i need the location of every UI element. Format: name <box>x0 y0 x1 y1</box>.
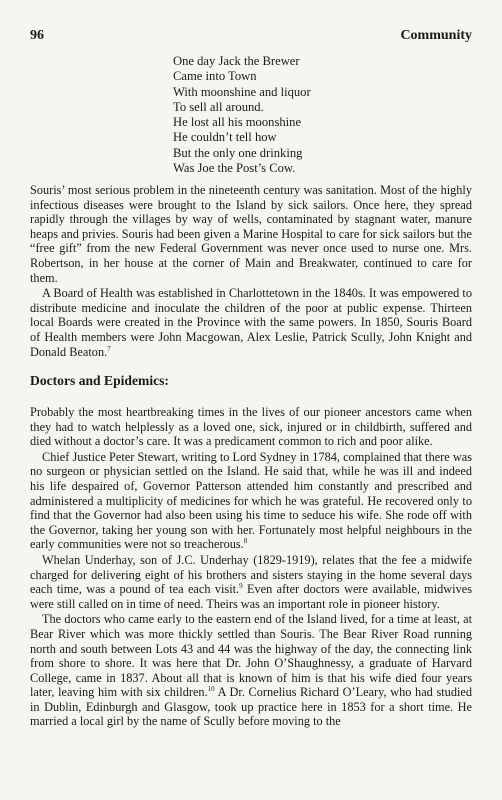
footnote-marker: 9 <box>239 582 243 591</box>
paragraph: A Board of Health was established in Charlottetown in the 1840s. It was empowered to distribute medicine and inoculate the children of the poor at public expense. Thirteen local Boards were created in the Province with the same powers. In 1850, Souris Board of Health members were John Macgowan, Alex Leslie, Patrick Scully, John Knight and Donald Beaton.$^7$ <box>30 286 472 359</box>
paragraph: Probably the most heartbreaking times in the lives of our pioneer ancestors came when they had to watch helplessly as a loved one, sick, injured or in childbirth, suffered and died without a doctor’s care. It was a predicament common to rich and poor alike. <box>30 405 472 449</box>
paragraph: The doctors who came early to the eastern end of the Island lived, for a time at least, at Bear River which was more thickly settled than Souris. The Bear River Road running north and south between Lots 43 and 44 was the highway of the day, the connecting link from shore to shore. It was here that Dr. John O’Shaughnessy, a graduate of Harvard College, came in 1837. About all that is known of him is that his wife died four years later, leaving him with six children.$^{10}$ A Dr. Cornelius Richard O’Leary, who had studied in Dublin, Edinburgh and Glasgow, took up practice here in 1853 for a short time. He married a local girl by the name of Scully before moving to the <box>30 612 472 729</box>
paragraph: Whelan Underhay, son of J.C. Underhay (1829-1919), relates that the fee a midwife charged for delivering eight of his brothers and sisters staying in the home several days each time, was a pound of tea each visit.$^9$ Even after doctors were available, midwives were still called on in time of need. Theirs was an important role in pioneer history. <box>30 552 472 611</box>
footnote-marker: 7 <box>107 344 111 353</box>
poem-line: One day Jack the Brewer <box>173 54 300 68</box>
page-number: 96 <box>30 28 44 43</box>
poem-line: He lost all his moonshine <box>173 115 302 130</box>
sanitation-section <box>30 183 472 360</box>
footnote-marker: 10 <box>207 685 215 694</box>
poem-line: With moonshine and liquor <box>173 84 311 99</box>
paragraph: Souris’ most serious problem in the nineteenth century was sanitation. Most of the highly infectious diseases were brought to the Island by sick sailors. Once here, they spread rapidly through the villages by way of wells, contaminated by stagnant water, manure heaps and privies. Souris had been given a Marine Hospital to care for sick sailors but the “free gift” from the new Federal Government was never once used to nurse one. Mrs. Robertson, in her house at the corner of Main and Breakwater, continued to care for them. <box>30 183 472 285</box>
paragraph: Chief Justice Peter Stewart, writing to Lord Sydney in 1784, complained that there was no surgeon or physician settled on the Island. He said that, while he was ill and indeed his life despaired of, Governor Patterson attended him constantly and prescribed and administered a multiplicity of medicines for which he was grateful. He recovered only to find that the Governor had also been using his time to seduce his wife. She rode off with the Governor, taking her young son with her. Fortunately most helpful neighbours in the early communities were not so treacherous.$^8$ <box>30 449 472 552</box>
section-heading: Doctors and Epidemics: <box>30 373 169 388</box>
poem-line: Was Joe the Post’s Cow. <box>173 161 296 176</box>
poem-line: Came into Town <box>173 69 257 84</box>
poem-line: He couldn’t tell how <box>173 130 277 145</box>
footnote-marker: 8 <box>243 537 248 546</box>
poem-line: But the only one drinking <box>173 145 303 160</box>
doctors-section <box>30 405 472 730</box>
poem-line: To sell all around. <box>173 99 264 114</box>
section-title: Community <box>400 28 472 43</box>
poem <box>173 54 433 176</box>
